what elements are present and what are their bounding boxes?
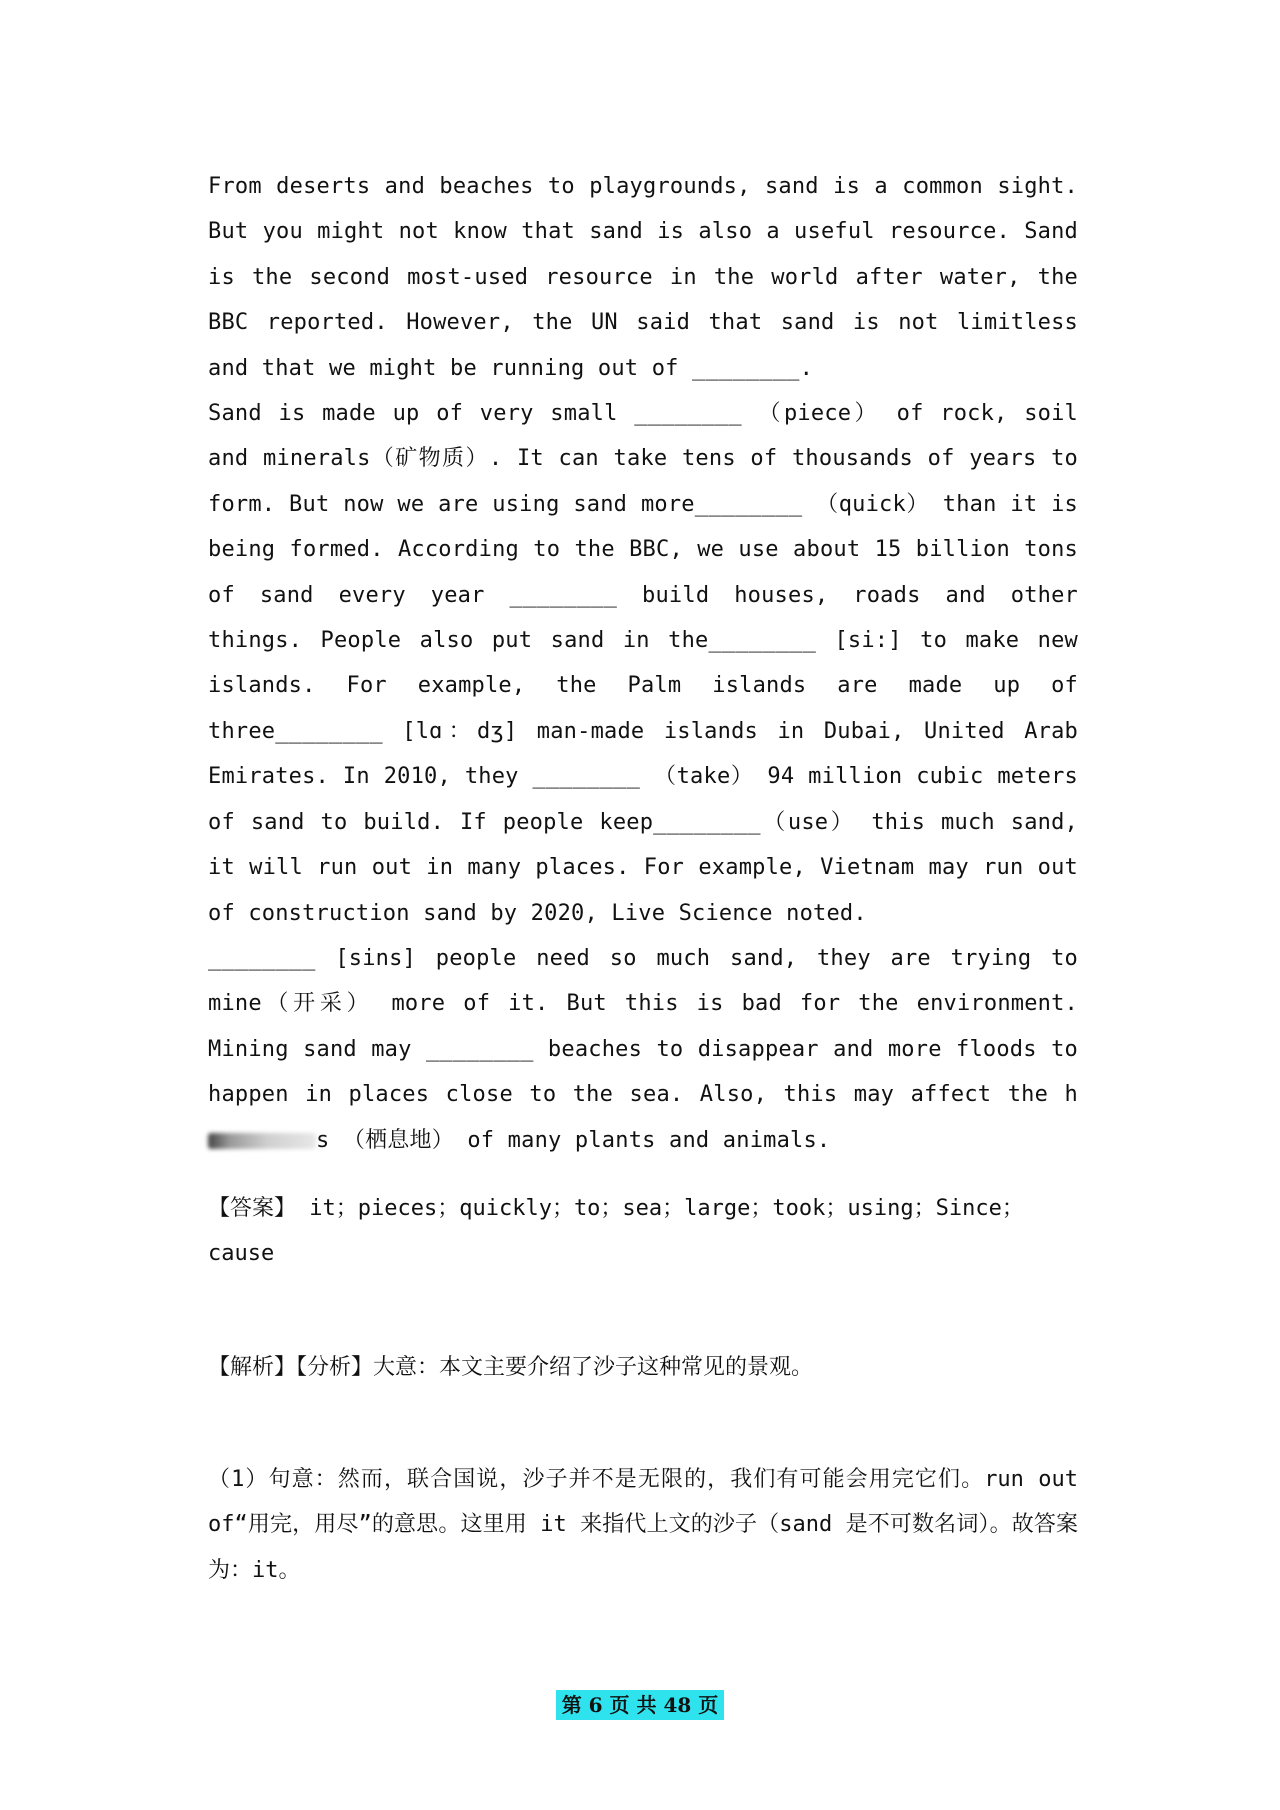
paragraph-2: Sand is made up of very small ________ （piece） of rock, soil and minerals（矿物质）. It can take tens of thousands of years to form. But now we are using sand more________ （quick） than it is being formed. According to the BBC, we use about 15 billion tons of sand every year ________ build houses, roads and other things. People also put sand in the________ [si:] to make new islands. For example, the Palm islands are made up of three________ [lɑ：dʒ] man-made islands in Dubai, United Arab Emirates. In 2010, they ________ （take） 94 million cubic meters of sand to build. If people keep________（use） this much sand, it will run out in many places. For example, Vietnam may run out of construction sand by 2020, Live Science noted. [208,401,1078,926]
answer-block [208,1186,1078,1277]
analysis-heading: 【解析】【分析】大意：本文主要介绍了沙子这种常见的景观。 [208,1355,814,1380]
page-number: 第 6 页 共 48 页 [556,1690,725,1720]
blurred-word-prefix: h [1064,1082,1078,1108]
page-footer [0,1690,1280,1720]
blurred-word [208,1133,316,1149]
paragraph-3-text: ________ [sins] people need so much sand, they are trying to mine（开采） more of it. But this is bad for the environment. Mining sand may ________ beaches to disappear and more floods to happen in places close to the sea. Also, this may affect the [208,945,1078,1108]
answer-label: 【答案】 [208,1196,297,1221]
paragraph-3 [208,936,1078,1163]
answer-text: it；pieces；quickly；to；sea；large；took；using；Since；cause [208,1196,1024,1267]
blurred-word-suffix: s [316,1127,330,1153]
analysis-item-1: （1）句意：然而，联合国说，沙子并不是无限的，我们有可能会用完它们。run out of“用完，用尽”的意思。这里用 it 来指代上文的沙子（sand 是不可数名词）。故答案为：it。 [208,1467,1078,1583]
reading-passage [208,164,1078,1163]
paragraph-3-tail: （栖息地） of many plants and animals. [342,1127,831,1153]
paragraph-1: From deserts and beaches to playgrounds, sand is a common sight. But you might not know that sand is also a useful resource. Sand is the second most-used resource in the world after water, the BBC reported. However, the UN said that sand is not limitless and that we might be running out of ________. [208,174,1078,381]
